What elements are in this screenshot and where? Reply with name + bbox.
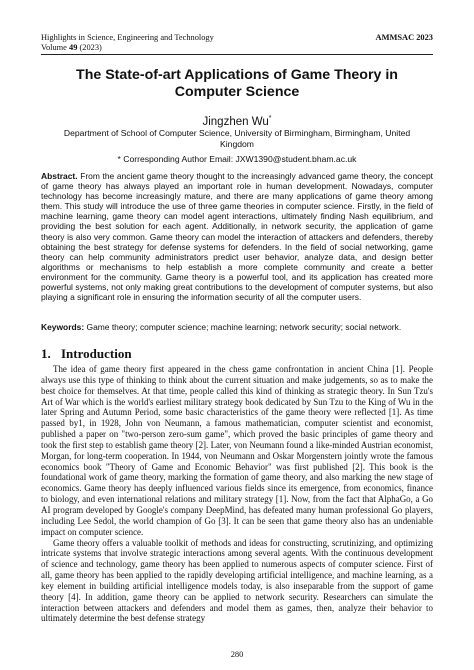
volume-number: 49 [69, 43, 78, 52]
section-title: Introduction [61, 346, 132, 361]
abstract [41, 171, 433, 302]
abstract-text: From the ancient game theory thought to the increasingly advanced game theory, the concept of game theory has always played an important role in human development. Nowadays, computer technology has become increasingly mature, and there are many applications of game theory among them. This study will introduce the use of three game theories in computer science. Firstly, in the field of machine learning, game theory can model agent interactions, ultimately finding Nash equilibrium, and providing the best solution for each agent. Additionally, in network security, the application of game theory is also very common. Game theory can model the interaction of attackers and defenders, thereby obtaining the best strategy for defense systems for defenders. In the field of social networking, game theory can help community administrators predict user behavior, analyze data, and design better algorithms or mechanisms to help establish a more complete community and create a better environment for the community. Game theory is a powerful tool, and its application has created more powerful systems, not only making great contributions to the development of computer systems, but also playing a significant role in ensuring the information security of all the computer users. [41, 171, 433, 303]
section-body [41, 364, 433, 624]
author-affiliation: Department of School of Computer Science, University of Birmingham, Birmingham, United Kingdom [63, 128, 411, 149]
paragraph: Game theory offers a valuable toolkit of methods and ideas for constructing, scrutinizing, and optimizing intricate systems that involve strategic interactions among several agents. With the continuous development of science and technology, game theory has been applied to numerous aspects of computer science. First of all, game theory has been applied to the rapidly developing artificial intelligence, and machine learning, as a key element in building artificial intelligence models today, is also inseparable from the support of game theory [4]. In addition, game theory can be applied to network security. Researchers can simulate the interaction between attackers and defenders and model them as games, then, analyze their behavior to ultimately determine the best defense strategy [41, 537, 433, 624]
keywords [41, 322, 433, 332]
page-number: 280 [230, 650, 244, 659]
keywords-text: Game theory; computer science; machine learning; network security; social network. [86, 322, 402, 332]
corresponding-author-mark: * [268, 115, 272, 122]
keywords-label: Keywords: [41, 322, 85, 332]
paper-title: The State-of-art Applications of Game Theory in Computer Science [76, 67, 398, 100]
volume-prefix: Volume [41, 43, 69, 52]
section-heading [41, 346, 132, 361]
corresponding-email: * Corresponding Author Email: JXW1390@student.bham.ac.uk [117, 154, 357, 164]
volume-year: (2023) [77, 43, 102, 52]
header-rule [41, 54, 433, 55]
conference-name: AMMSAC 2023 [375, 33, 433, 42]
section-number: 1. [41, 346, 51, 361]
volume-info [41, 43, 102, 53]
author-line [41, 112, 433, 129]
abstract-label: Abstract. [41, 171, 78, 181]
journal-name: Highlights in Science, Engineering and Technology [41, 33, 214, 42]
paragraph: The idea of game theory first appeared in the chess game confrontation in ancient China [1]. People always use this type of thinking to think about the current situation and make judgements, so as to make the best choice for themselves. At that time, people called this kind of thinking as strategic theory. In Sun Tzu's Art of War which is the world's earliest military strategy book dedicated by Sun Tzu to the King of Wu in the later Spring and Autumn Period, some basic characteristics of the game theory were reflected [1]. As time passed by1, in 1928, John von Neumann, a famous mathematician, computer scientist and economist, published a paper on "two-person zero-sum game", which proved the basic principles of game theory and took the first step to establish game theory [2]. Later, von Neumann found a like-minded Austrian economist, Morgan, for long-term cooperation. In 1944, von Neumann and Oskar Morgenstern jointly wrote the famous economics book "Theory of Game and Economic Behavior" was first published [2]. This book is the foundational work of game theory, marking the formation of game theory, and also marking the new stage of economics. Game theory has deeply influenced various fields since its emergence, from economics, finance to biology, and even international relations and military strategy [1]. Now, from the fact that AlphaGo, a Go AI program developed by Google's company DeepMind, has defeated many human professional Go players, including Lee Sedol, the world champion of Go [3]. It can be seen that game theory also has an undeniable impact on computer science. [41, 364, 433, 537]
author-name: Jingzhen Wu [202, 116, 269, 128]
